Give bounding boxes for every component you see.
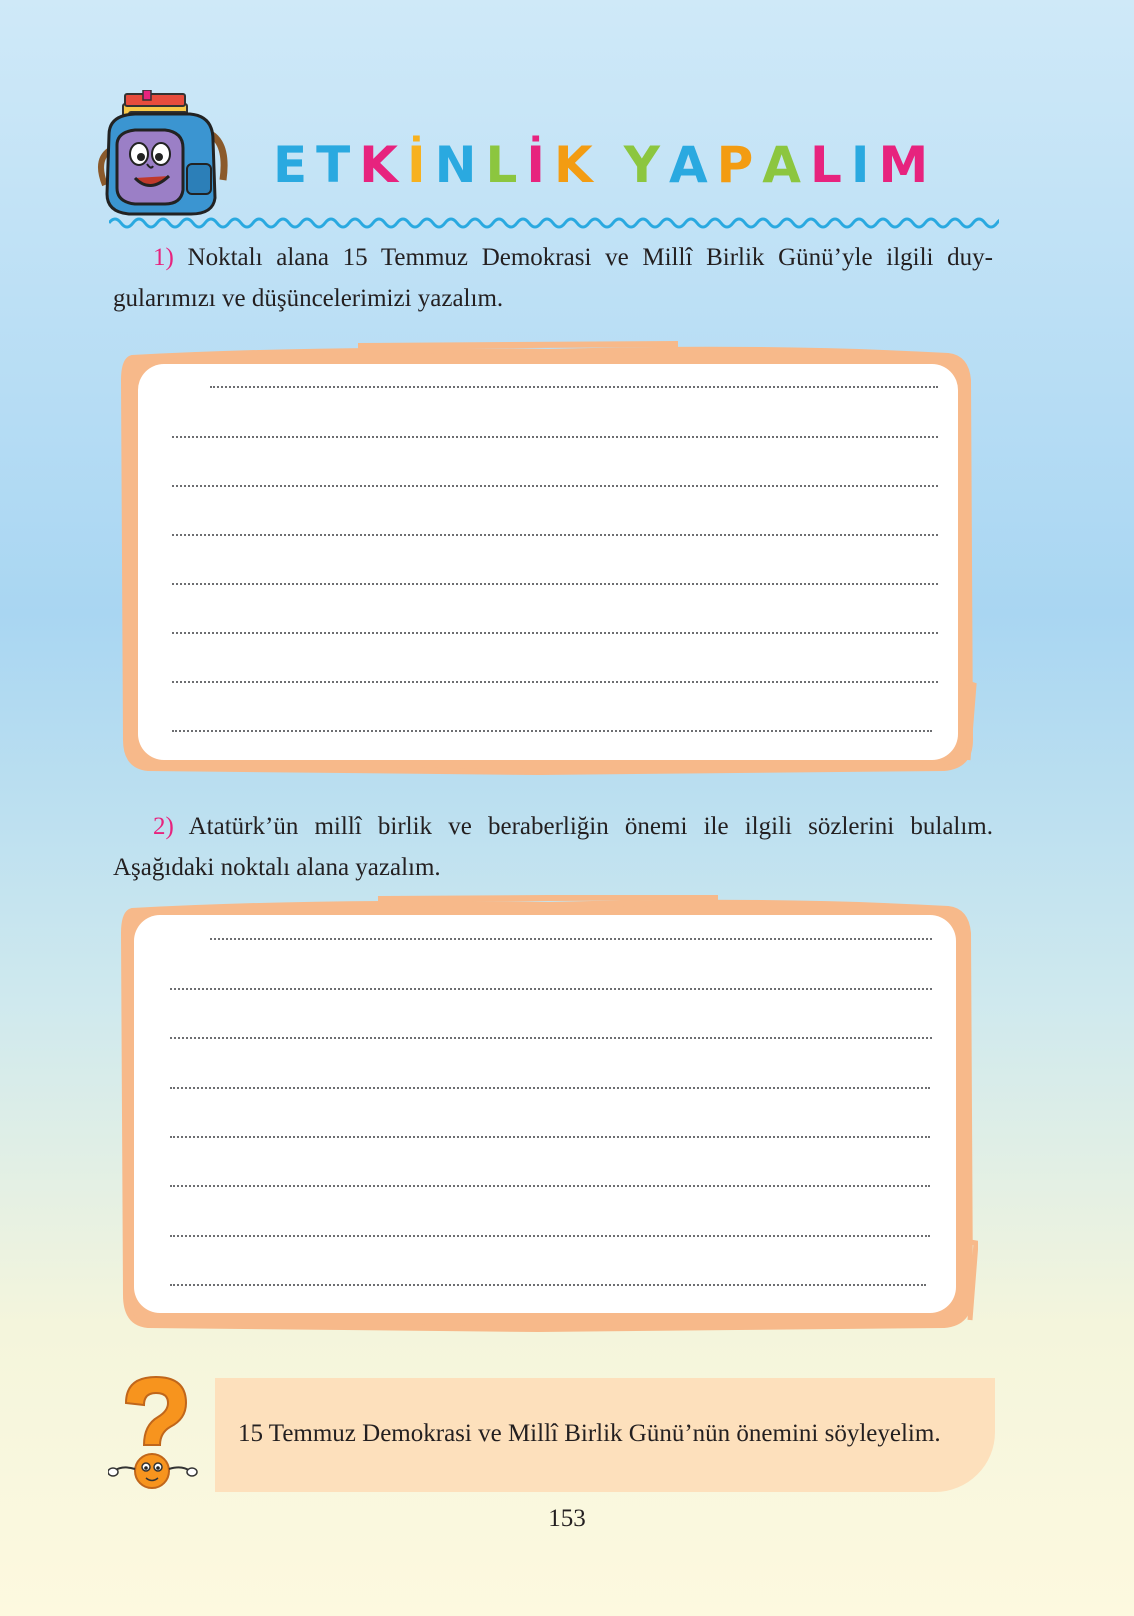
question-text: Noktalı alana 15 Temmuz Demokrasi ve Millî Birlik Günü’yle ilgili duy-gularımızı ve düşüncelerimizi yazalım.: [113, 244, 993, 312]
title-letter: İ: [526, 136, 554, 194]
dotted-line: [172, 534, 938, 536]
dotted-line: [170, 1136, 930, 1138]
activity-header: [95, 90, 1005, 230]
question-text: Atatürk’ün millî birlik ve beraberliğin önemi ile ilgili sözlerini bulalım. Aşağıdaki noktalı alana yazalım.: [113, 813, 994, 881]
title-letter: I: [850, 136, 879, 194]
title-letter: L: [810, 136, 851, 194]
title-letter: A: [762, 136, 810, 194]
title-letter: [602, 140, 624, 190]
question-1: [113, 237, 993, 319]
dotted-line: [210, 386, 938, 388]
backpack-with-books-icon: [95, 90, 245, 220]
answer-paper: [134, 915, 956, 1313]
dotted-line: [172, 436, 938, 438]
title-letter: İ: [407, 136, 435, 194]
page-number: 153: [548, 1505, 586, 1532]
dotted-line: [170, 1235, 930, 1237]
title-letter: T: [316, 136, 360, 194]
title-letter: K: [359, 136, 408, 194]
dotted-line: [170, 1037, 932, 1039]
dotted-line: [172, 485, 938, 487]
question-number: 1): [153, 244, 174, 271]
dotted-line: [210, 938, 932, 940]
dotted-line: [170, 1087, 930, 1089]
dotted-line: [172, 730, 932, 732]
dotted-line: [170, 1185, 930, 1187]
title-letter: E: [273, 136, 317, 194]
title-letter: Y: [623, 136, 669, 194]
question-2: [113, 806, 993, 888]
question-number: 2): [153, 813, 174, 840]
answer-paper: [138, 364, 958, 760]
answer-area-2[interactable]: [118, 895, 978, 1335]
wave-divider: [109, 213, 999, 233]
dotted-line: [170, 988, 932, 990]
title-letter: P: [716, 136, 763, 194]
dotted-line: [172, 681, 938, 683]
dotted-line: [170, 1284, 926, 1286]
title-letter: M: [878, 136, 938, 194]
answer-area-1[interactable]: [118, 340, 978, 780]
activity-title: [273, 136, 938, 194]
title-letter: A: [668, 136, 717, 194]
title-letter: N: [434, 136, 486, 194]
dotted-line: [172, 583, 938, 585]
title-letter: K: [553, 136, 602, 194]
title-letter: L: [485, 136, 527, 194]
hint-text: 15 Temmuz Demokrasi ve Millî Birlik Günü’nün önemini söyleyelim.: [238, 1420, 941, 1447]
dotted-line: [172, 632, 938, 634]
question-mark-character-icon: [108, 1373, 208, 1498]
